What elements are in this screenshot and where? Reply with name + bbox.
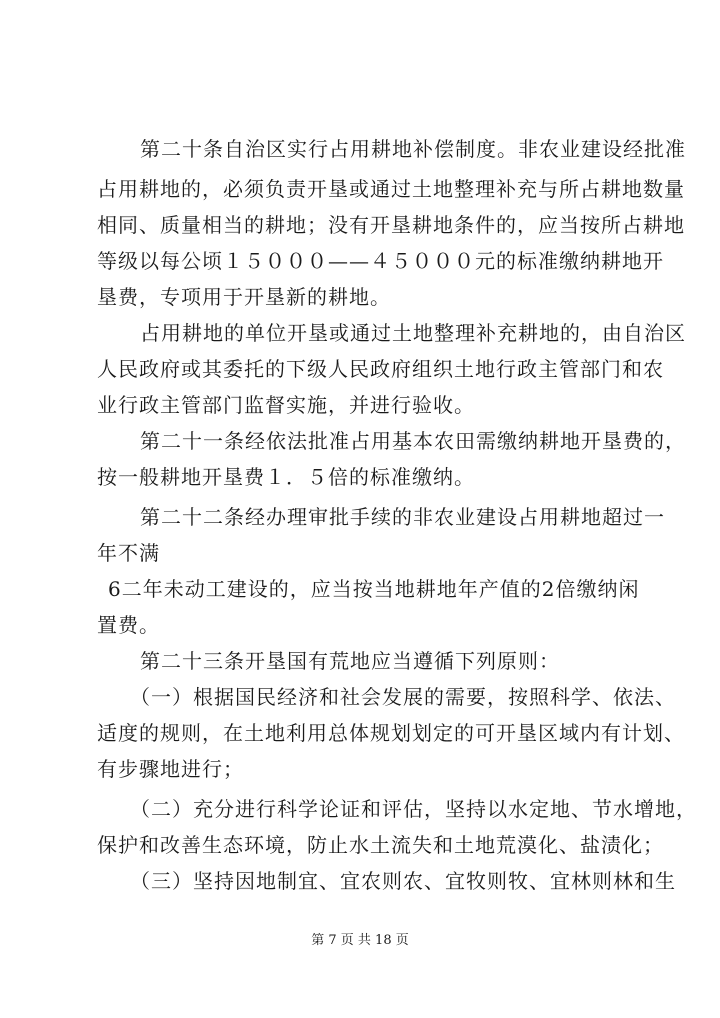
paragraph-line: 按一般耕地开垦费１．５倍的标准缴纳。 (97, 465, 475, 489)
paragraph-line: 占用耕地的，必须负责开垦或通过土地整理补充与所占耕地数量 (97, 177, 685, 201)
paragraph-line: （三）坚持因地制宜、宜农则农、宜牧则牧、宜林则林和生 (130, 869, 676, 893)
paragraph-line: 垦费，专项用于开垦新的耕地。 (97, 285, 391, 309)
paragraph-line: 6二年未动工建设的，应当按当地耕地年产值的2倍缴纳闲 (108, 577, 640, 601)
paragraph-line: 第二十一条经依法批准占用基本农田需缴纳耕地开垦费的， (140, 429, 686, 453)
paragraph-line: （一）根据国民经济和社会发展的需要，按照科学、依法、 (130, 685, 676, 709)
paragraph-line: 第二十二条经办理审批手续的非农业建设占用耕地超过一 (140, 505, 665, 529)
paragraph-line: 保护和改善生态环境，防止水土流失和土地荒漠化、盐渍化； (97, 833, 664, 857)
paragraph-line: 第二十三条开垦国有荒地应当遵循下列原则： (140, 649, 560, 673)
paragraph-line: 业行政主管部门监督实施，并进行验收。 (97, 393, 475, 417)
paragraph-line: 年不满 (97, 541, 160, 565)
paragraph-line: 第二十条自治区实行占用耕地补偿制度。非农业建设经批准 (140, 137, 686, 161)
paragraph-line: 等级以每公顷１５０００——４５０００元的标准缴纳耕地开 (97, 249, 664, 273)
paragraph-line: 适度的规则，在土地利用总体规划划定的可开垦区域内有计划、 (97, 721, 685, 745)
paragraph-line: 人民政府或其委托的下级人民政府组织土地行政主管部门和农 (97, 357, 664, 381)
page-number-footer: 第 7 页 共 18 页 (311, 933, 409, 948)
paragraph-line: 有步骤地进行； (97, 757, 244, 781)
paragraph-line: 占用耕地的单位开垦或通过土地整理补充耕地的，由自治区 (140, 321, 686, 345)
paragraph-line: 置费。 (97, 613, 160, 637)
paragraph-line: 相同、质量相当的耕地；没有开垦耕地条件的，应当按所占耕地 (97, 213, 685, 237)
paragraph-line: （二）充分进行科学论证和评估，坚持以水定地、节水增地， (130, 797, 697, 821)
